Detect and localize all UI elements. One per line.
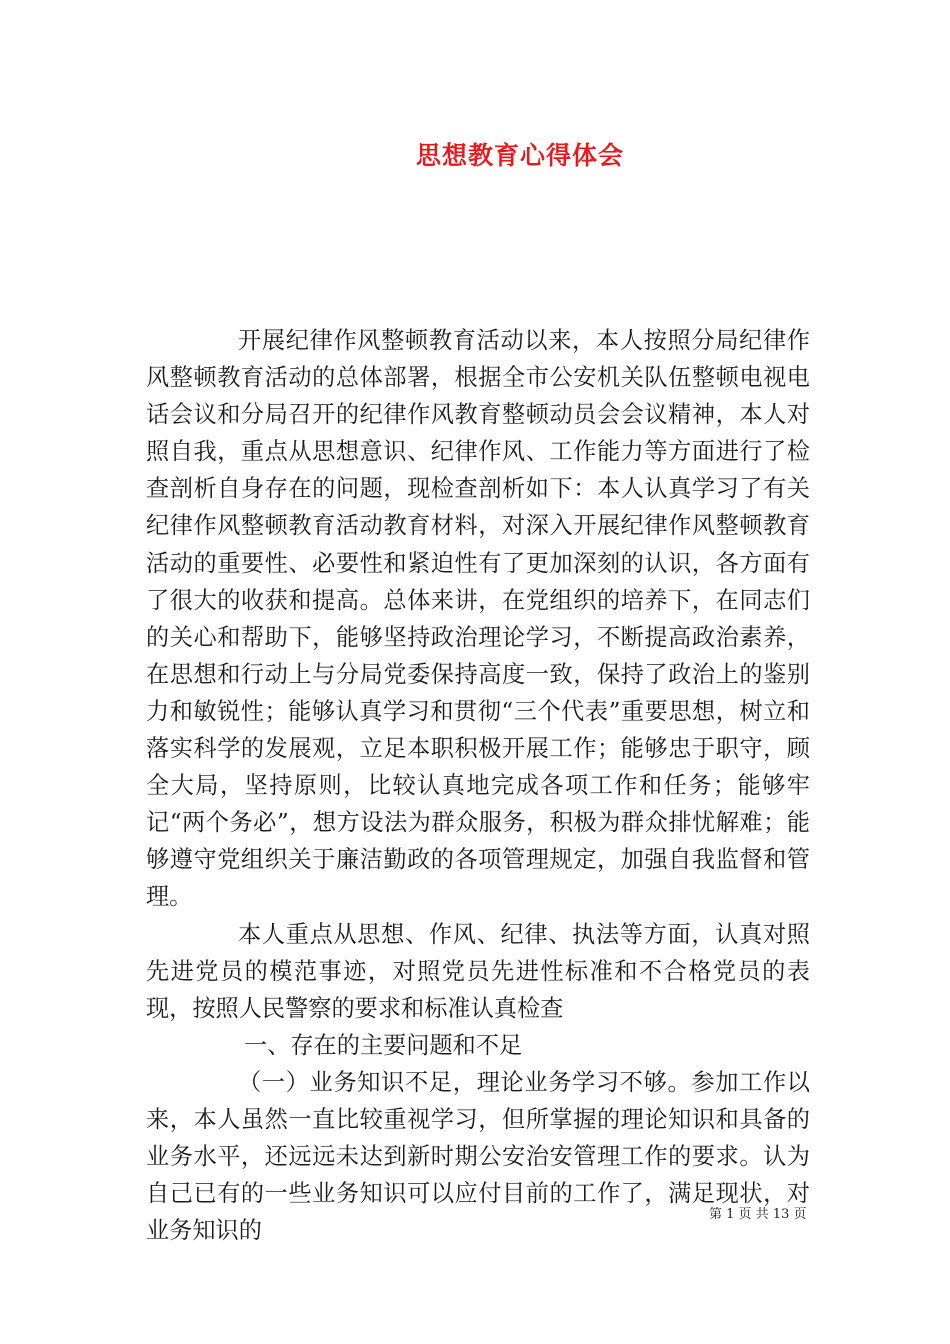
paragraph-1: 开展纪律作风整顿教育活动以来，本人按照分局纪律作风整顿教育活动的总体部署，根据全市公安机关队伍整顿电视电话会议和分局召开的纪律作风教育整顿动员会会议精神，本人对照自我，重点从思想意识、纪律作风、工作能力等方面进行了检查剖析自身存在的问题，现检查剖析如下：本人认真学习了有关纪律作风整顿教育活动教育材料，对深入开展纪律作风整顿教育活动的重要性、必要性和紧迫性有了更加深刻的认识，各方面有了很大的收获和提高。总体来讲，在党组织的培养下，在同志们的关心和帮助下，能够坚持政治理论学习，不断提高政治素养，在思想和行动上与分局党委保持高度一致，保持了政治上的鉴别力和敏锐性；能够认真学习和贯彻“三个代表”重要思想，树立和落实科学的发展观，立足本职积极开展工作；能够忠于职守，顾全大局，坚持原则，比较认真地完成各项工作和任务；能够牢记“两个务必”，想方设法为群众服务，积极为群众排忧解难；能够遵守党组织关于廉洁勤政的各项管理规定，加强自我监督和管理。 (146, 327, 810, 911)
document-body (146, 322, 810, 1249)
document-title: 思想教育心得体会 (415, 141, 624, 170)
paragraph-3: （一）业务知识不足，理论业务学习不够。参加工作以来，本人虽然一直比较重视学习，但所掌握的理论知识和具备的业务水平，还远远未达到新时期公安治安管理工作的要求。认为自己已有的一些业务知识可以应付目前的工作了，满足现状，对业务知识的 (146, 1068, 810, 1245)
paragraph-2: 本人重点从思想、作风、纪律、执法等方面，认真对照先进党员的模范事迹，对照党员先进性标准和不合格党员的表现，按照人民警察的要求和标准认真检查 (146, 920, 810, 1022)
page-indicator: 第 1 页 共 13 页 (709, 1207, 807, 1222)
section-heading: 一、存在的主要问题和不足 (244, 1031, 523, 1059)
